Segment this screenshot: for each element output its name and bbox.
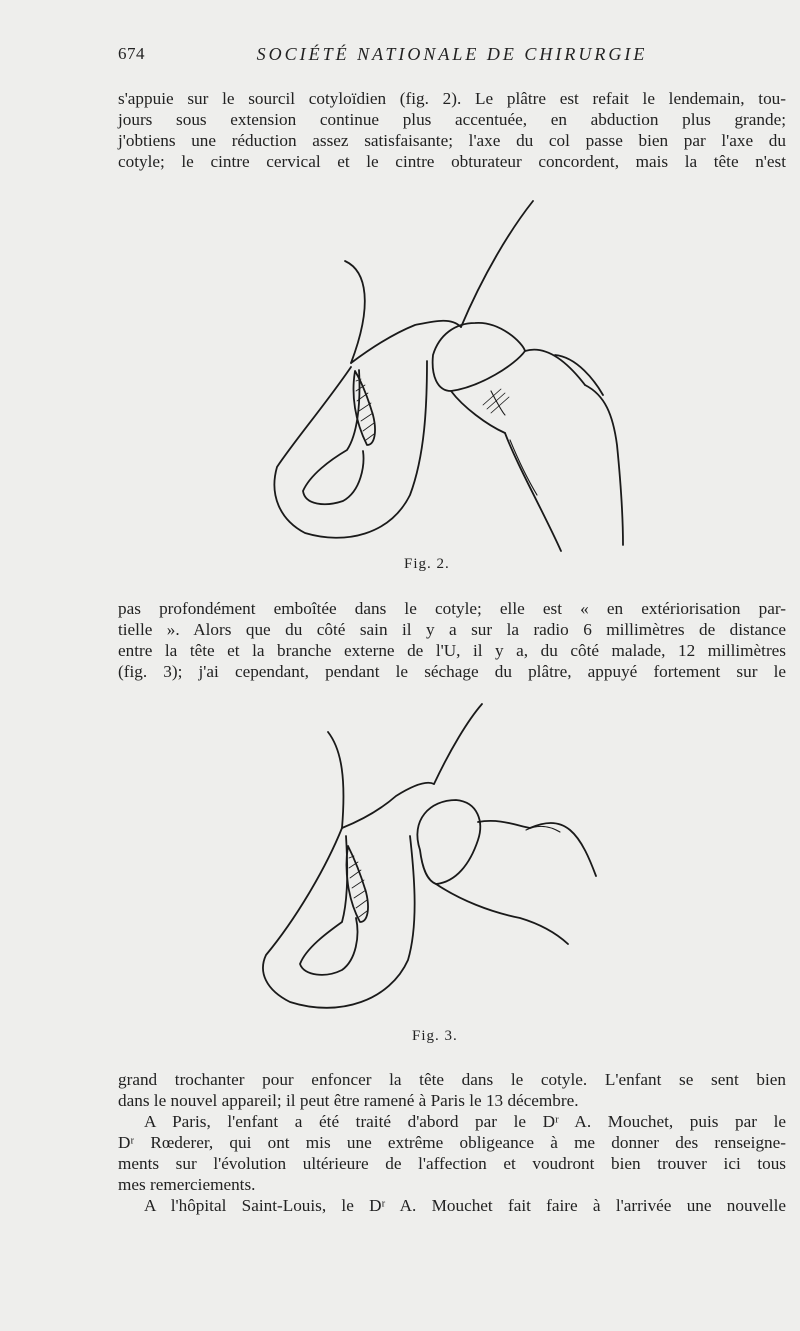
text-line: s'appuie sur le sourcil cotyloïdien (fig. 2). Le plâtre est refait le lendemain, tou- [118, 89, 786, 108]
page-number: 674 [118, 44, 145, 63]
paragraph-4 [118, 1111, 786, 1195]
text-line: Dʳ Rœderer, qui ont mis une extrême obligeance à me donner des renseigne- [118, 1133, 786, 1152]
text-line: mes remerciements. [118, 1175, 256, 1194]
text-line: A Paris, l'enfant a été traité d'abord par le Dʳ A. Mouchet, puis par le [144, 1112, 786, 1131]
text-line: ments sur l'évolution ultérieure de l'affection et voudront bien trouver ici tous [118, 1154, 786, 1173]
paragraph-1 [118, 88, 786, 172]
figure-3-caption: Fig. 3. [412, 1028, 458, 1044]
paragraph-2 [118, 598, 786, 682]
figure-2-caption: Fig. 2. [404, 556, 450, 572]
text-line: dans le nouvel appareil; il peut être ramené à Paris le 13 décembre. [118, 1091, 579, 1110]
page-header [118, 44, 786, 68]
text-line: A l'hôpital Saint-Louis, le Dʳ A. Mouchet fait faire à l'arrivée une nouvelle [144, 1196, 786, 1215]
text-line: entre la tête et la branche externe de l'U, il y a, du côté malade, 12 millimètres [118, 641, 786, 660]
text-line: j'obtiens une réduction assez satisfaisante; l'axe du col passe bien par l'axe du [118, 131, 786, 150]
figure-2-drawing [255, 195, 645, 555]
text-line: jours sous extension continue plus accentuée, en abduction plus grande; [118, 110, 786, 129]
figure-3-drawing [250, 700, 620, 1020]
paragraph-3 [118, 1069, 786, 1111]
text-line: pas profondément emboîtée dans le cotyle; elle est « en extériorisation par- [118, 599, 786, 618]
text-line: grand trochanter pour enfoncer la tête dans le cotyle. L'enfant se sent bien [118, 1070, 786, 1089]
text-line: (fig. 3); j'ai cependant, pendant le séchage du plâtre, appuyé fortement sur le [118, 662, 786, 681]
text-line: cotyle; le cintre cervical et le cintre obturateur concordent, mais la tête n'est [118, 152, 786, 171]
running-title: SOCIÉTÉ NATIONALE DE CHIRURGIE [256, 44, 648, 64]
paragraph-5 [118, 1195, 786, 1216]
text-line: tielle ». Alors que du côté sain il y a sur la radio 6 millimètres de distance [118, 620, 786, 639]
